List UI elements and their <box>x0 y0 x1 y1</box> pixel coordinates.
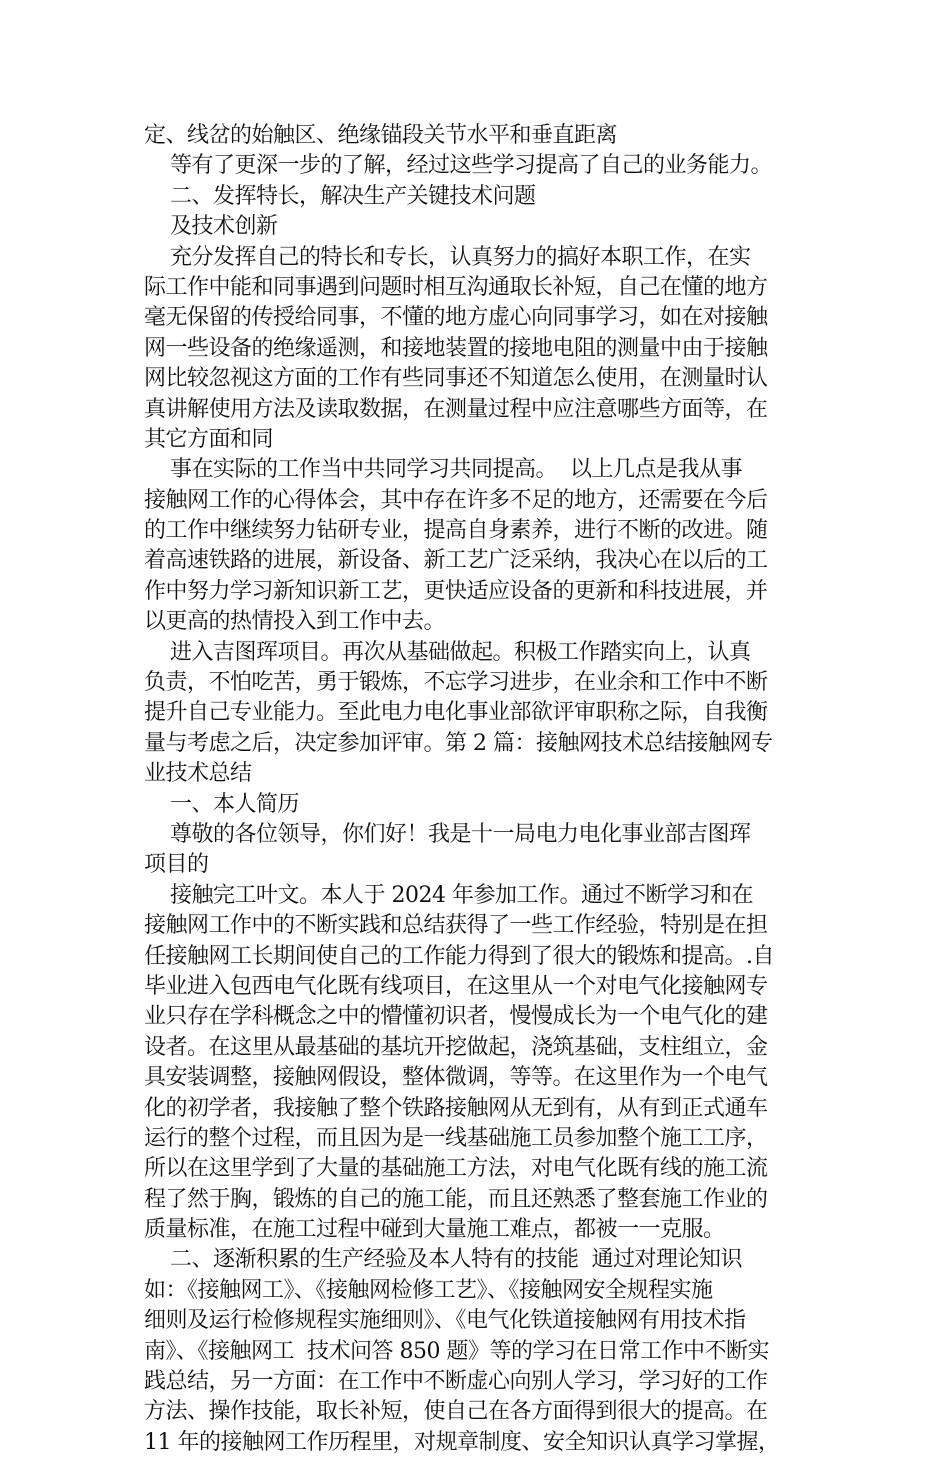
text-line: 化的初学者，我接触了整个铁路接触网从无到有，从有到正式通车 <box>144 1095 768 1121</box>
section-heading: 一、本人简历 <box>144 791 299 817</box>
text-line: 南》、《接触网工 技术问答 850 题》等的学习在日常工作中不断实 <box>144 1338 769 1364</box>
text-line: 任接触网工长期间使自己的工作能力得到了很大的锻炼和提高。.自 <box>144 943 774 969</box>
text-line: 负责，不怕吃苦，勇于锻炼，不忘学习进步，在业余和工作中不断 <box>144 670 768 696</box>
text-line: 方法、操作技能，取长补短，使自己在各方面得到很大的提高。在 <box>144 1399 768 1425</box>
text-line: 毫无保留的传授给同事，不懂的地方虚心向同事学习，如在对接触 <box>144 305 768 331</box>
text-line: 等有了更深一步的了解，经过这些学习提高了自己的业务能力。 <box>144 153 772 179</box>
text-line: 践总结，另一方面：在工作中不断虚心向别人学习，学习好的工作 <box>144 1369 768 1395</box>
section-heading: 二、发挥特长，解决生产关键技术问题 <box>144 183 536 209</box>
text-line: 进入吉图珲项目。再次从基础做起。积极工作踏实向上，认真 <box>144 639 751 665</box>
text-line: 着高速铁路的进展，新设备、新工艺广泛采纳，我决心在以后的工 <box>144 548 768 574</box>
text-line: 所以在这里学到了大量的基础施工方法，对电气化既有线的施工流 <box>144 1156 768 1182</box>
text-line: 以更高的热情投入到工作中去。 <box>144 609 446 635</box>
document-body <box>144 121 812 1458</box>
text-line: 网比较忽视这方面的工作有些同事还不知道怎么使用，在测量时认 <box>144 366 768 392</box>
text-line: 具安装调整，接触网假设，整体微调，等等。在这里作为一个电气 <box>144 1065 768 1091</box>
text-line: 项目的 <box>144 852 209 878</box>
text-line: 尊敬的各位领导，你们好！我是十一局电力电化事业部吉图珲 <box>144 821 751 847</box>
text-line: 提升自己专业能力。至此电力电化事业部欲评审职称之际，自我衡 <box>144 700 768 726</box>
text-line: 业技术总结 <box>144 761 252 787</box>
text-line: 11 年的接触网工作历程里，对规章制度、安全知识认真学习掌握， <box>144 1429 780 1455</box>
text-line: 网一些设备的绝缘遥测，和接地装置的接地电阻的测量中由于接触 <box>144 335 768 361</box>
text-line: 运行的整个过程，而且因为是一线基础施工员参加整个施工工序， <box>144 1125 768 1151</box>
text-line: 毕业进入包西电气化既有线项目，在这里从一个对电气化接触网专 <box>144 973 768 999</box>
text-line: 际工作中能和同事遇到问题时相互沟通取长补短，自己在懂的地方 <box>144 274 768 300</box>
text-line: 接触网工作的心得体会，其中存在许多不足的地方，还需要在今后 <box>144 487 768 513</box>
text-line: 接触完工叶文。本人于 2024 年参加工作。通过不断学习和在 <box>144 882 753 908</box>
text-line: 设者。在这里从最基础的基坑开挖做起，浇筑基础，支柱组立，金 <box>144 1034 768 1060</box>
text-line: 作中努力学习新知识新工艺，更快适应设备的更新和科技进展，并 <box>144 578 768 604</box>
text-line: 事在实际的工作当中共同学习共同提高。 以上几点是我从事 <box>144 457 742 483</box>
text-line: 如：《接触网工》、《接触网检修工艺》、《接触网安全规程实施 <box>144 1277 713 1303</box>
text-line: 量与考虑之后，决定参加评审。第 2 篇：接触网技术总结接触网专 <box>144 730 773 756</box>
text-line: 真讲解使用方法及读取数据，在测量过程中应注意哪些方面等，在 <box>144 396 768 422</box>
text-line: 充分发挥自己的特长和专长，认真努力的搞好本职工作，在实 <box>144 244 751 270</box>
text-line: 业只存在学科概念之中的懵懂初识者，慢慢成长为一个电气化的建 <box>144 1004 768 1030</box>
text-line: 质量标准，在施工过程中碰到大量施工难点，都被一一克服。 <box>144 1217 725 1243</box>
section-heading: 二、逐渐积累的生产经验及本人特有的技能 通过对理论知识 <box>144 1247 742 1273</box>
section-heading: 及技术创新 <box>144 214 278 240</box>
text-line: 接触网工作中的不断实践和总结获得了一些工作经验，特别是在担 <box>144 913 768 939</box>
text-line: 的工作中继续努力钻研专业，提高自身素养，进行不断的改进。随 <box>144 518 768 544</box>
text-line: 程了然于胸，锻炼的自己的施工能，而且还熟悉了整套施工作业的 <box>144 1186 768 1212</box>
text-line: 细则及运行检修规程实施细则》、《电气化铁道接触网有用技术指 <box>144 1308 746 1334</box>
text-line: 定、线岔的始触区、绝缘锚段关节水平和垂直距离 <box>144 123 618 148</box>
text-line: 其它方面和同 <box>144 426 274 452</box>
